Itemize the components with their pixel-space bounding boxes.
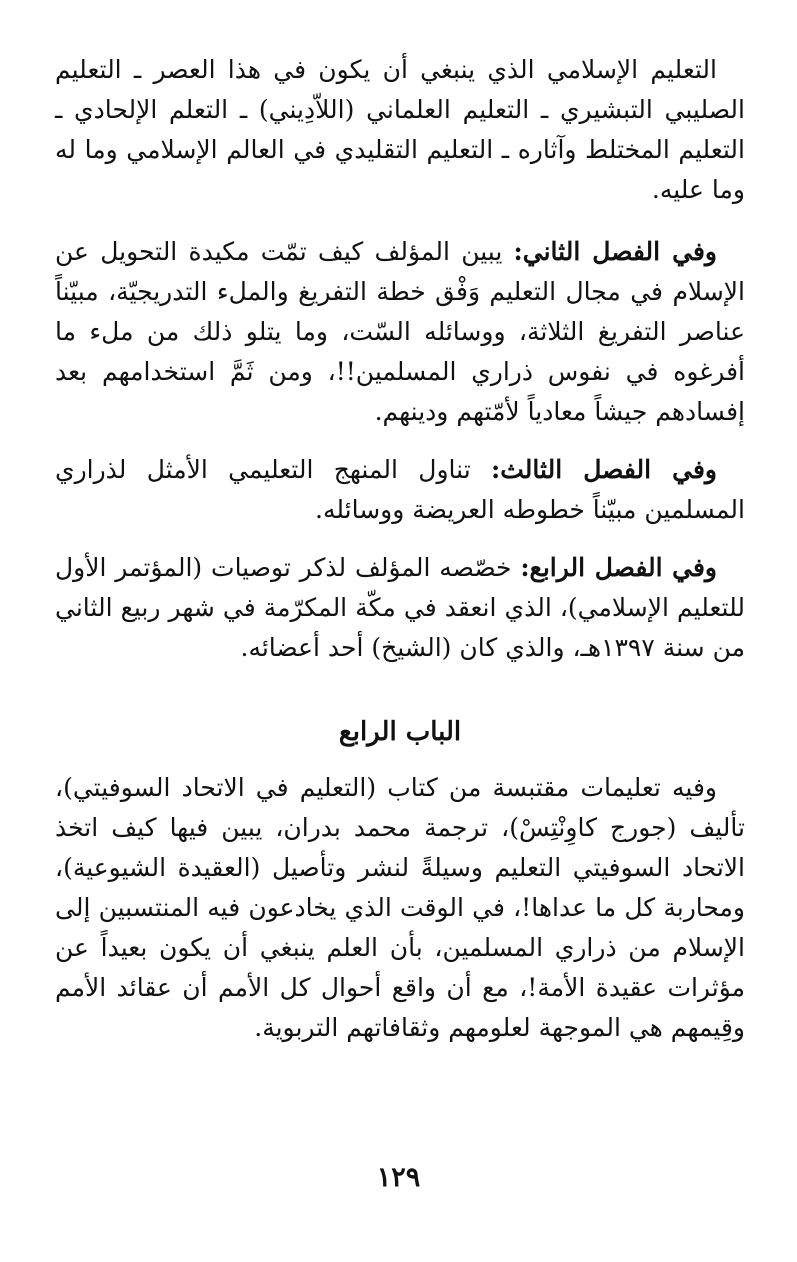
paragraph-chapter-two: [55, 232, 745, 432]
page-number: ١٢٩: [376, 1162, 421, 1193]
paragraph-chapter-four: [55, 548, 745, 668]
paragraph-text: تناول المنهج التعليمي الأمثل لذراري المسلمين مبيّناً خطوطه العريضة ووسائله.: [55, 455, 745, 524]
paragraph-section-four: [55, 768, 745, 1048]
paragraph-text: التعليم الإسلامي الذي ينبغي أن يكون في هذا العصر ـ التعليم الصليبي التبشيري ـ التعليم العلماني (اللاّدِيني) ـ التعلم الإلحادي ـ التعليم المختلط وآثاره ـ التعليم التقليدي في العالم الإسلامي وما له وما عليه.: [55, 55, 745, 204]
paragraph-text: يبين المؤلف كيف تمّت مكيدة التحويل عن الإسلام في مجال التعليم وَفْق خطة التفريغ والملء التدريجيّة، مبيّناً عناصر التفريغ الثلاثة، ووسائله السّت، وما يتلو ذلك من ملء ما أفرغوه في نفوس ذراري المسلمين!!، ومن ثَمَّ استخدامهم بعد إفسادهم جيشاً معادياً لأمّتهم ودينهم.: [55, 237, 745, 426]
section-heading: الباب الرابع: [338, 717, 462, 747]
paragraph-lead: وفي الفصل الثاني:: [513, 237, 717, 266]
paragraph-lead: وفي الفصل الثالث:: [491, 455, 718, 484]
paragraph-intro-list: [55, 50, 745, 210]
paragraph-chapter-three: [55, 450, 745, 530]
paragraph-text: خصّصه المؤلف لذكر توصيات (المؤتمر الأول للتعليم الإسلامي)، الذي انعقد في مكّة المكرّمة في شهر ربيع الثاني من سنة ١٣٩٧هـ، والذي كان (الشيخ) أحد أعضائه.: [55, 553, 745, 662]
paragraph-lead: وفي الفصل الرابع:: [520, 553, 718, 582]
paragraph-text: وفيه تعليمات مقتبسة من كتاب (التعليم في الاتحاد السوفيتي)، تأليف (جورج كاوِنْتِسْ)، ترجمة محمد بدران، يبين فيها كيف اتخذ الاتحاد السوفيتي التعليم وسيلةً لنشر وتأصيل (العقيدة الشيوعية)، ومحاربة كل ما عداها!، في الوقت الذي يخادعون فيه المنتسبين إلى الإسلام من ذراري المسلمين، بأن العلم ينبغي أن يكون بعيداً عن مؤثرات عقيدة الأمة!، مع أن واقع أحوال كل الأمم أن عقائد الأمم وقِيمهم هي الموجهة لعلومهم وثقافاتهم التربوية.: [55, 773, 745, 1042]
page-body: [55, 50, 745, 1066]
